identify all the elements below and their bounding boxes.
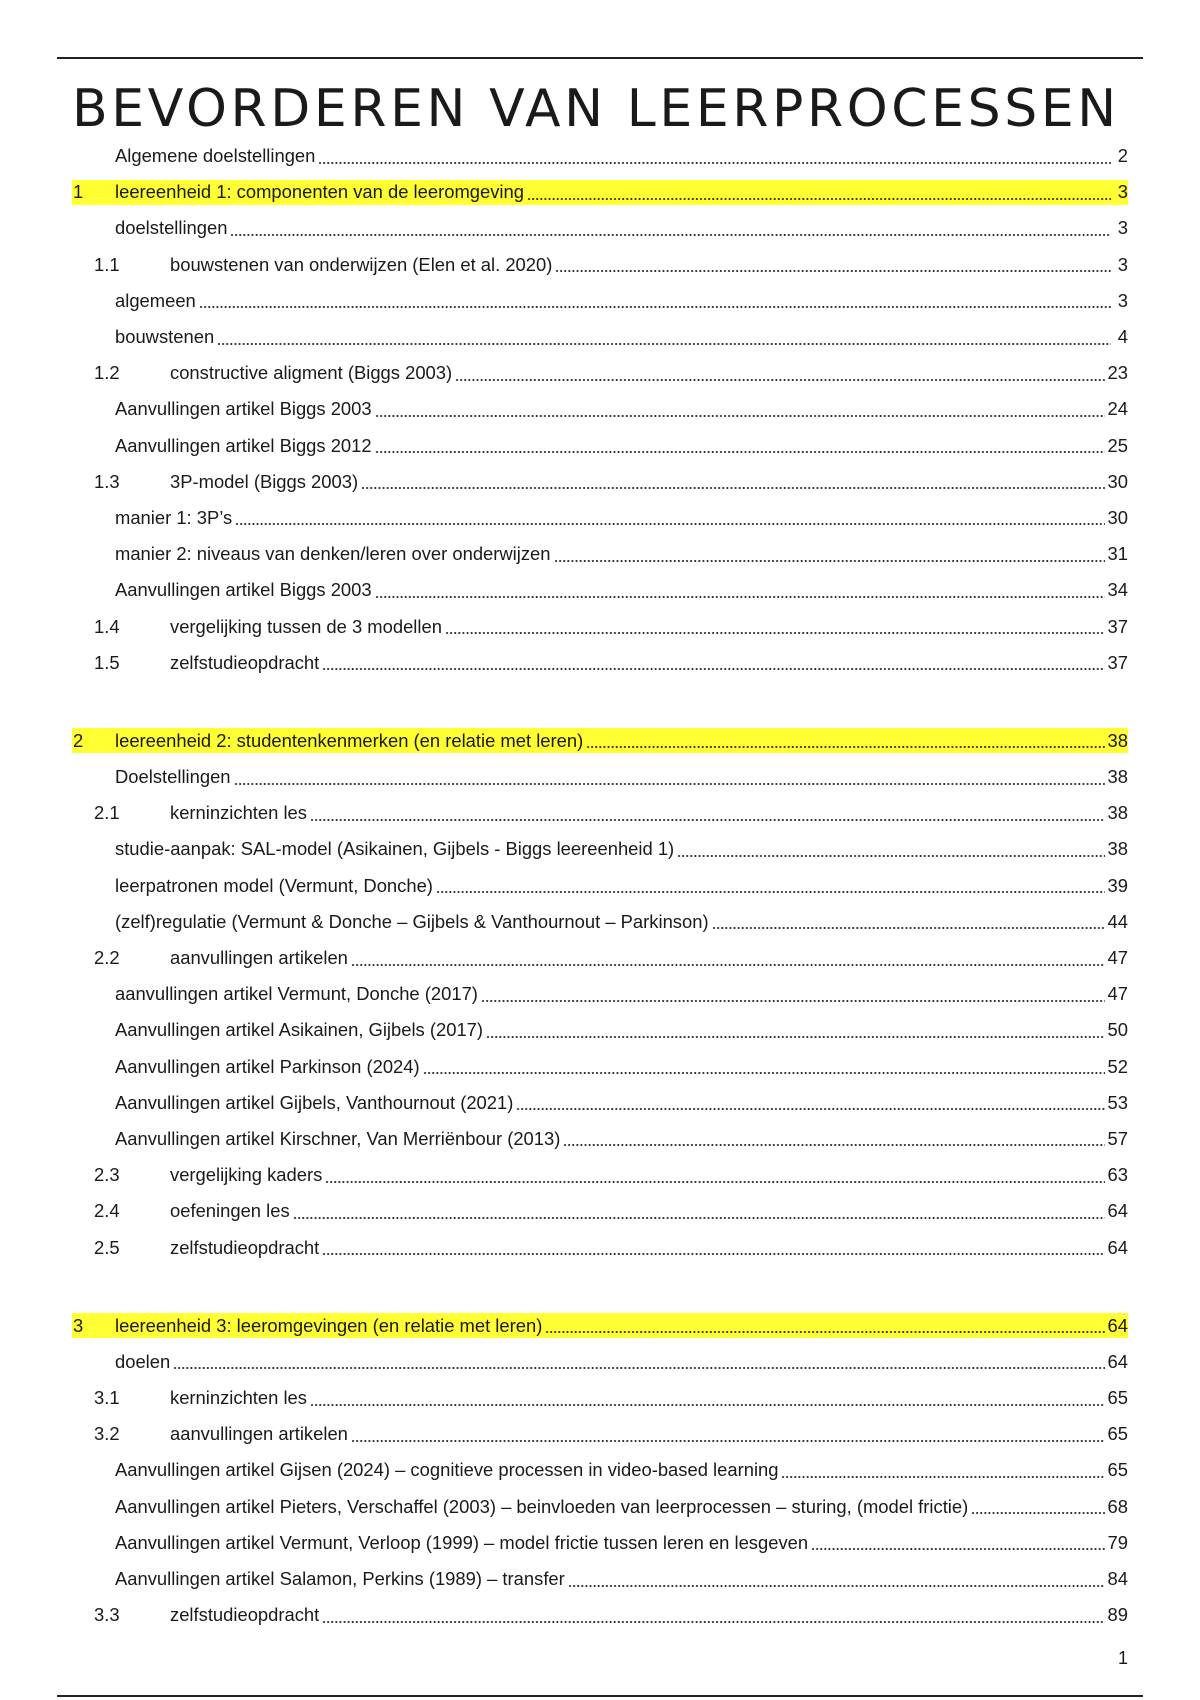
toc-entry-number: 3.1 bbox=[94, 1387, 120, 1409]
toc-entry-content bbox=[72, 469, 1128, 494]
toc-entry-content bbox=[72, 1567, 1128, 1592]
toc-entry-content bbox=[72, 1126, 1128, 1151]
toc-entry-page: 23 bbox=[1107, 362, 1128, 384]
toc-subentry[interactable] bbox=[72, 1489, 1128, 1525]
toc-entry-page: 4 bbox=[1117, 326, 1128, 348]
toc-entry-page: 3 bbox=[1117, 289, 1128, 311]
dot-leader bbox=[351, 1422, 1105, 1447]
dot-leader bbox=[318, 144, 1111, 169]
toc-entry-label: doelen bbox=[115, 1350, 171, 1372]
toc-entry-content bbox=[72, 542, 1128, 567]
toc-entry-content bbox=[72, 1235, 1128, 1260]
toc-entry-label: Aanvullingen artikel Kirschner, Van Merriënbour (2013) bbox=[115, 1127, 561, 1149]
toc-subentry[interactable] bbox=[72, 210, 1128, 246]
dot-leader bbox=[375, 433, 1105, 458]
toc-entry-content bbox=[72, 650, 1128, 675]
toc-section-entry[interactable] bbox=[72, 795, 1128, 831]
dot-leader bbox=[486, 1018, 1105, 1043]
dot-leader bbox=[445, 614, 1105, 639]
toc-entry-label: Aanvullingen artikel Biggs 2003 bbox=[115, 398, 372, 420]
toc-subentry[interactable] bbox=[72, 831, 1128, 867]
dot-leader bbox=[481, 982, 1105, 1007]
toc-entry-page: 24 bbox=[1107, 398, 1128, 420]
toc-subentry[interactable] bbox=[72, 319, 1128, 355]
toc-entry-content bbox=[72, 909, 1128, 934]
toc-subentry[interactable] bbox=[72, 572, 1128, 608]
toc-subentry[interactable] bbox=[72, 283, 1128, 319]
toc-entry-number: 2.1 bbox=[94, 802, 120, 824]
toc-entry-content bbox=[72, 1458, 1128, 1483]
toc-entry-label: constructive aligment (Biggs 2003) bbox=[170, 362, 453, 384]
toc-entry-content bbox=[72, 361, 1128, 386]
toc-entry-page: 52 bbox=[1107, 1055, 1128, 1077]
dot-leader bbox=[516, 1090, 1104, 1115]
dot-leader bbox=[322, 1603, 1104, 1628]
toc-entry-page: 63 bbox=[1107, 1164, 1128, 1186]
toc-subentry[interactable] bbox=[72, 1525, 1128, 1561]
toc-entry-page: 3 bbox=[1117, 217, 1128, 239]
toc-entry-number: 1 bbox=[73, 181, 84, 203]
dot-leader bbox=[234, 765, 1105, 790]
toc-subentry[interactable] bbox=[72, 904, 1128, 940]
toc-entry-content bbox=[72, 1603, 1128, 1628]
toc-subentry[interactable] bbox=[72, 1121, 1128, 1157]
toc-entry-page: 39 bbox=[1107, 874, 1128, 896]
dot-leader bbox=[971, 1494, 1104, 1519]
dot-leader bbox=[375, 578, 1105, 603]
dot-leader bbox=[423, 1054, 1105, 1079]
toc-entry-label: Aanvullingen artikel Parkinson (2024) bbox=[115, 1055, 420, 1077]
toc-entry-page: 68 bbox=[1107, 1495, 1128, 1517]
toc-entry-number: 2.2 bbox=[94, 947, 120, 969]
toc-entry-content bbox=[72, 1090, 1128, 1115]
header-rule bbox=[57, 57, 1143, 59]
toc-entry-content bbox=[72, 1054, 1128, 1079]
toc-section-entry[interactable] bbox=[72, 1229, 1128, 1265]
toc-entry-label: Aanvullingen artikel Gijsen (2024) – cognitieve processen in video-based learning bbox=[115, 1459, 779, 1481]
toc-entry-page: 64 bbox=[1107, 1350, 1128, 1372]
toc-entry-content bbox=[72, 180, 1128, 205]
toc-entry-content bbox=[72, 505, 1128, 530]
toc-entry-label: algemeen bbox=[115, 289, 196, 311]
toc-subentry[interactable] bbox=[72, 138, 1128, 174]
toc-subentry[interactable] bbox=[72, 428, 1128, 464]
toc-entry-content bbox=[72, 982, 1128, 1007]
toc-entry-page: 38 bbox=[1107, 802, 1128, 824]
toc-entry-number: 3.2 bbox=[94, 1423, 120, 1445]
toc-entry-content bbox=[72, 837, 1128, 862]
toc-entry-label: zelfstudieopdracht bbox=[170, 1604, 320, 1626]
dot-leader bbox=[527, 180, 1111, 205]
dot-leader bbox=[545, 1313, 1104, 1338]
toc-entry-content bbox=[72, 216, 1128, 241]
toc-entry-content bbox=[72, 765, 1128, 790]
toc-entry-page: 47 bbox=[1107, 947, 1128, 969]
toc-entry-label: Aanvullingen artikel Gijbels, Vanthournout (2021) bbox=[115, 1091, 514, 1113]
toc-entry-content bbox=[72, 614, 1128, 639]
toc-subentry[interactable] bbox=[72, 1085, 1128, 1121]
toc-entry-page: 79 bbox=[1107, 1531, 1128, 1553]
toc-entry-content bbox=[72, 1349, 1128, 1374]
toc-entry-page: 44 bbox=[1107, 910, 1128, 932]
toc-entry-label: Aanvullingen artikel Pieters, Verschaffel (2003) – beinvloeden van leerprocessen – sturing, (model frictie) bbox=[115, 1495, 969, 1517]
dot-leader bbox=[563, 1126, 1104, 1151]
dot-leader bbox=[781, 1458, 1104, 1483]
dot-leader bbox=[811, 1530, 1104, 1555]
toc-entry-content bbox=[72, 1199, 1128, 1224]
toc-entry-label: Aanvullingen artikel Salamon, Perkins (1989) – transfer bbox=[115, 1568, 565, 1590]
toc-entry-content bbox=[72, 1422, 1128, 1447]
toc-entry-content bbox=[72, 397, 1128, 422]
toc-entry-content bbox=[72, 1530, 1128, 1555]
toc-entry-label: oefeningen les bbox=[170, 1200, 290, 1222]
toc-entry-number: 1.4 bbox=[94, 615, 120, 637]
toc-entry-label: kerninzichten les bbox=[170, 1387, 307, 1409]
toc-entry-page: 38 bbox=[1107, 838, 1128, 860]
toc-entry-content bbox=[72, 1018, 1128, 1043]
toc-entry-content bbox=[72, 325, 1128, 350]
toc-entry-label: Aanvullingen artikel Biggs 2012 bbox=[115, 434, 372, 456]
toc-entry-number: 3 bbox=[73, 1314, 84, 1336]
toc-entry-label: bouwstenen van onderwijzen (Elen et al. 2020) bbox=[170, 253, 553, 275]
toc-entry-content bbox=[72, 144, 1128, 169]
dot-leader bbox=[173, 1349, 1104, 1374]
dot-leader bbox=[293, 1199, 1105, 1224]
dot-leader bbox=[361, 469, 1104, 494]
toc-section-entry[interactable] bbox=[72, 645, 1128, 681]
toc-subentry[interactable] bbox=[72, 500, 1128, 536]
toc-section-entry[interactable] bbox=[72, 1157, 1128, 1193]
toc-entry-page: 37 bbox=[1107, 615, 1128, 637]
toc-entry-page: 38 bbox=[1107, 766, 1128, 788]
page-number: 1 bbox=[1117, 1648, 1128, 1668]
toc-subentry[interactable] bbox=[72, 868, 1128, 904]
toc-entry-number: 1.2 bbox=[94, 362, 120, 384]
toc-subentry[interactable] bbox=[72, 1012, 1128, 1048]
toc-subentry[interactable] bbox=[72, 759, 1128, 795]
dot-leader bbox=[310, 1386, 1105, 1411]
toc-entry-label: bouwstenen bbox=[115, 326, 215, 348]
toc-chapter-entry[interactable] bbox=[72, 174, 1128, 210]
dot-leader bbox=[325, 1163, 1104, 1188]
toc-section-entry[interactable] bbox=[72, 247, 1128, 283]
toc-entry-label: zelfstudieopdracht bbox=[170, 651, 320, 673]
toc-entry-label: leereenheid 2: studentenkenmerken (en relatie met leren) bbox=[115, 729, 584, 751]
toc-entry-content bbox=[72, 801, 1128, 826]
toc-section-entry[interactable] bbox=[72, 355, 1128, 391]
toc-entry-label: manier 2: niveaus van denken/leren over onderwijzen bbox=[115, 543, 551, 565]
toc-entry-number: 2.3 bbox=[94, 1164, 120, 1186]
toc-entry-number: 1.3 bbox=[94, 470, 120, 492]
toc-entry-label: aanvullingen artikelen bbox=[170, 947, 348, 969]
toc-entry-label: aanvullingen artikelen bbox=[170, 1423, 348, 1445]
dot-leader bbox=[436, 873, 1105, 898]
dot-leader bbox=[568, 1567, 1105, 1592]
dot-leader bbox=[351, 946, 1105, 971]
dot-leader bbox=[555, 252, 1111, 277]
toc-entry-label: doelstellingen bbox=[115, 217, 228, 239]
toc-entry-content bbox=[72, 873, 1128, 898]
toc-entry-page: 47 bbox=[1107, 983, 1128, 1005]
toc-entry-page: 3 bbox=[1117, 253, 1128, 275]
dot-leader bbox=[230, 216, 1111, 241]
toc-entry-page: 38 bbox=[1107, 729, 1128, 751]
toc-section-entry[interactable] bbox=[72, 1597, 1128, 1633]
toc-entry-label: manier 1: 3P’s bbox=[115, 506, 233, 528]
toc-entry-content bbox=[72, 1494, 1128, 1519]
toc-section-entry[interactable] bbox=[72, 940, 1128, 976]
table-of-contents bbox=[72, 138, 1128, 1633]
toc-subentry[interactable] bbox=[72, 1561, 1128, 1597]
document-title: BEVORDEREN VAN LEERPROCESSEN bbox=[72, 79, 1120, 139]
dot-leader bbox=[554, 542, 1105, 567]
toc-entry-label: 3P-model (Biggs 2003) bbox=[170, 470, 359, 492]
toc-entry-label: leereenheid 1: componenten van de leeromgeving bbox=[115, 181, 524, 203]
toc-entry-page: 65 bbox=[1107, 1387, 1128, 1409]
toc-subentry[interactable] bbox=[72, 1452, 1128, 1488]
dot-leader bbox=[375, 397, 1105, 422]
toc-entry-label: vergelijking tussen de 3 modellen bbox=[170, 615, 442, 637]
toc-entry-page: 30 bbox=[1107, 506, 1128, 528]
toc-entry-number: 2 bbox=[73, 729, 84, 751]
dot-leader bbox=[455, 361, 1104, 386]
toc-entry-content bbox=[72, 1313, 1128, 1338]
toc-subentry[interactable] bbox=[72, 536, 1128, 572]
toc-entry-page: 37 bbox=[1107, 651, 1128, 673]
toc-entry-page: 34 bbox=[1107, 579, 1128, 601]
toc-entry-number: 2.5 bbox=[94, 1236, 120, 1258]
toc-entry-page: 65 bbox=[1107, 1459, 1128, 1481]
toc-entry-page: 3 bbox=[1117, 181, 1128, 203]
dot-leader bbox=[217, 325, 1111, 350]
toc-subentry[interactable] bbox=[72, 1049, 1128, 1085]
toc-subentry[interactable] bbox=[72, 391, 1128, 427]
toc-entry-content bbox=[72, 1386, 1128, 1411]
toc-entry-page: 30 bbox=[1107, 470, 1128, 492]
toc-entry-page: 89 bbox=[1107, 1604, 1128, 1626]
toc-entry-label: studie-aanpak: SAL-model (Asikainen, Gijbels - Biggs leereenheid 1) bbox=[115, 838, 675, 860]
dot-leader bbox=[199, 288, 1111, 313]
toc-entry-content bbox=[72, 1163, 1128, 1188]
toc-entry-label: Doelstellingen bbox=[115, 766, 231, 788]
toc-subentry[interactable] bbox=[72, 976, 1128, 1012]
toc-section-entry[interactable] bbox=[72, 1380, 1128, 1416]
toc-entry-content bbox=[72, 578, 1128, 603]
toc-section-entry[interactable] bbox=[72, 608, 1128, 644]
toc-entry-label: leerpatronen model (Vermunt, Donche) bbox=[115, 874, 433, 896]
toc-entry-page: 64 bbox=[1107, 1314, 1128, 1336]
toc-entry-page: 53 bbox=[1107, 1091, 1128, 1113]
toc-chapter-entry[interactable] bbox=[72, 1308, 1128, 1344]
toc-entry-page: 84 bbox=[1107, 1568, 1128, 1590]
dot-leader bbox=[235, 505, 1104, 530]
toc-section-entry[interactable] bbox=[72, 464, 1128, 500]
toc-entry-content bbox=[72, 946, 1128, 971]
toc-entry-content bbox=[72, 433, 1128, 458]
dot-leader bbox=[586, 728, 1104, 753]
toc-entry-page: 64 bbox=[1107, 1200, 1128, 1222]
footer-rule bbox=[57, 1695, 1143, 1697]
toc-entry-label: kerninzichten les bbox=[170, 802, 307, 824]
toc-entry-page: 31 bbox=[1107, 543, 1128, 565]
toc-entry-content bbox=[72, 288, 1128, 313]
toc-entry-page: 25 bbox=[1107, 434, 1128, 456]
toc-entry-label: aanvullingen artikel Vermunt, Donche (2017) bbox=[115, 983, 478, 1005]
toc-entry-number: 1.5 bbox=[94, 651, 120, 673]
toc-entry-page: 64 bbox=[1107, 1236, 1128, 1258]
toc-section-entry[interactable] bbox=[72, 1193, 1128, 1229]
toc-entry-label: Aanvullingen artikel Biggs 2003 bbox=[115, 579, 372, 601]
toc-entry-number: 3.3 bbox=[94, 1604, 120, 1626]
toc-entry-content bbox=[72, 252, 1128, 277]
toc-entry-label: Aanvullingen artikel Asikainen, Gijbels (2017) bbox=[115, 1019, 484, 1041]
toc-entry-label: (zelf)regulatie (Vermunt & Donche – Gijbels & Vanthournout – Parkinson) bbox=[115, 910, 709, 932]
dot-leader bbox=[322, 1235, 1104, 1260]
dot-leader bbox=[677, 837, 1104, 862]
dot-leader bbox=[310, 801, 1105, 826]
toc-entry-page: 50 bbox=[1107, 1019, 1128, 1041]
toc-entry-content bbox=[72, 728, 1128, 753]
toc-entry-label: leereenheid 3: leeromgevingen (en relatie met leren) bbox=[115, 1314, 543, 1336]
toc-entry-label: Algemene doelstellingen bbox=[115, 145, 316, 167]
dot-leader bbox=[322, 650, 1104, 675]
toc-entry-number: 2.4 bbox=[94, 1200, 120, 1222]
toc-entry-page: 57 bbox=[1107, 1127, 1128, 1149]
toc-chapter-entry[interactable] bbox=[72, 723, 1128, 759]
toc-entry-label: vergelijking kaders bbox=[170, 1164, 323, 1186]
toc-entry-page: 65 bbox=[1107, 1423, 1128, 1445]
toc-section-entry[interactable] bbox=[72, 1416, 1128, 1452]
toc-entry-label: zelfstudieopdracht bbox=[170, 1236, 320, 1258]
dot-leader bbox=[712, 909, 1105, 934]
toc-entry-label: Aanvullingen artikel Vermunt, Verloop (1999) – model frictie tussen leren en lesgeven bbox=[115, 1531, 809, 1553]
toc-subentry[interactable] bbox=[72, 1344, 1128, 1380]
toc-entry-number: 1.1 bbox=[94, 253, 120, 275]
toc-entry-page: 2 bbox=[1117, 145, 1128, 167]
